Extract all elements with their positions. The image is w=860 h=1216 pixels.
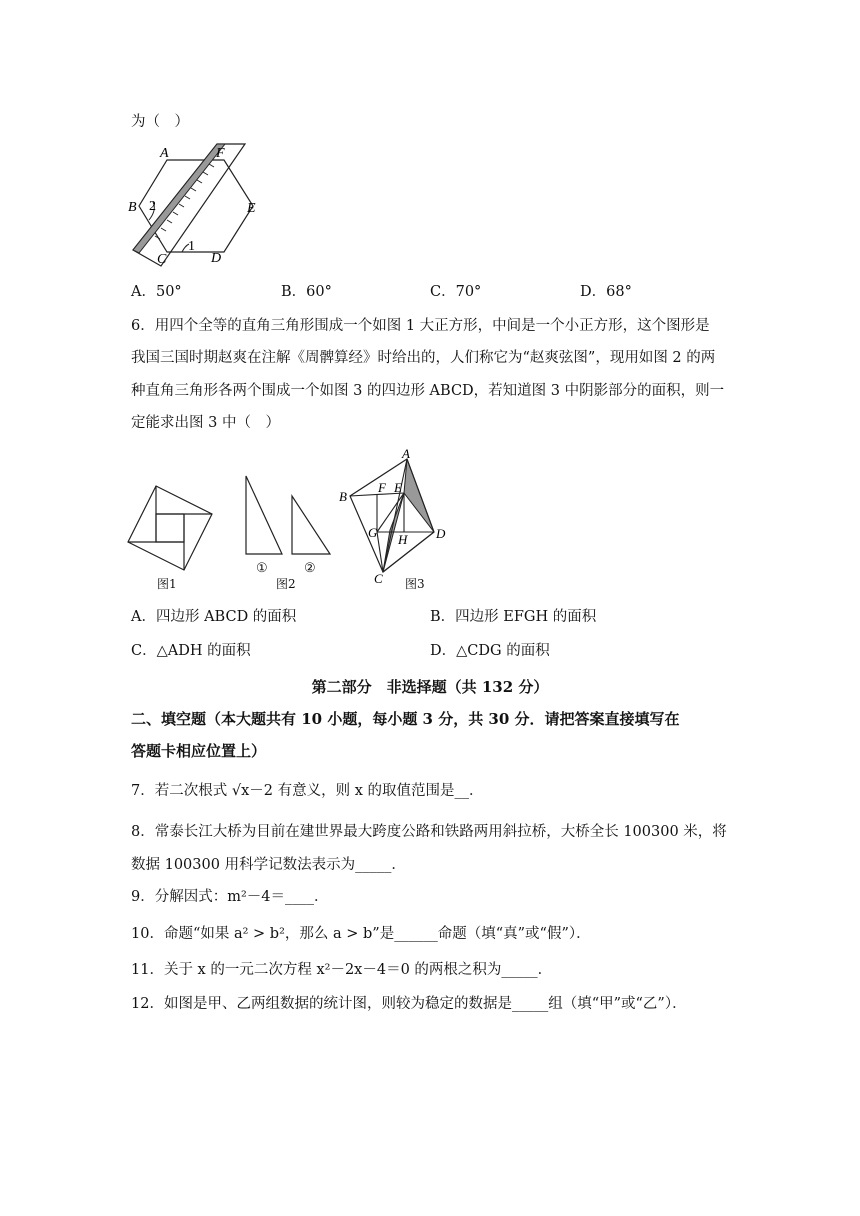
q7: 7．若二次根式 √x－2 有意义，则 x 的取值范围是__． bbox=[131, 783, 484, 799]
q6-line-1: 6．用四个全等的直角三角形围成一个如图 1 大正方形，中间是一个小正方形，这个图形是 bbox=[131, 318, 710, 334]
q6-option-b: B．四边形 EFGH 的面积 bbox=[430, 609, 597, 625]
q11: 11．关于 x 的一元二次方程 x²－2x－4＝0 的两根之积为_____． bbox=[131, 962, 553, 978]
q6-option-c: C．△ADH 的面积 bbox=[131, 643, 251, 659]
q5-angle-2: 2 bbox=[149, 199, 156, 214]
section-2-heading-line-2: 答题卡相应位置上） bbox=[131, 742, 267, 760]
q6-figure-2-caption: 图2 bbox=[276, 577, 296, 591]
q12: 12．如图是甲、乙两组数据的统计图，则较为稳定的数据是_____组（填“甲”或“乙”）． bbox=[131, 996, 687, 1012]
section-2-heading-line-1: 二、填空题（本大题共有 10 小题，每小题 3 分，共 30 分．请把答案直接填写在 bbox=[131, 710, 680, 728]
part-2-title: 第二部分 非选择题（共 132 分） bbox=[311, 678, 549, 696]
q6-line-3: 种直角三角形各两个围成一个如图 3 的四边形 ABCD，若知道图 3 中阴影部分的面积，则一 bbox=[131, 383, 725, 399]
q6-fig3-label-G: G bbox=[368, 525, 378, 540]
q5-option-d: D．68° bbox=[580, 284, 632, 300]
q8-line-2: 数据 100300 用科学记数法表示为_____． bbox=[131, 857, 406, 873]
q6-figure-2-circle-2: ② bbox=[304, 561, 316, 576]
q5-angle-1: 1 bbox=[188, 239, 195, 254]
q5-label-E: E bbox=[247, 201, 256, 216]
q8-line-1: 8．常泰长江大桥为目前在建世界最大跨度公路和铁路两用斜拉桥，大桥全长 100300 米，将 bbox=[131, 824, 727, 840]
q6-figure-3-caption: 图3 bbox=[405, 577, 425, 591]
q6-fig3-label-D: D bbox=[436, 526, 446, 541]
q5-option-a: A．50° bbox=[131, 284, 182, 300]
q5-figure bbox=[127, 140, 277, 270]
q5-option-b: B．60° bbox=[281, 284, 332, 300]
q5-tail: 为（ ） bbox=[131, 114, 189, 130]
q5-label-D: D bbox=[211, 251, 222, 266]
q6-fig3-label-F: F bbox=[378, 480, 386, 495]
q6-fig3-label-E: E bbox=[394, 480, 402, 495]
q6-fig3-label-A: A bbox=[402, 446, 410, 461]
q6-line-4: 定能求出图 3 中（ ） bbox=[131, 415, 280, 431]
q6-option-a: A．四边形 ABCD 的面积 bbox=[131, 609, 297, 625]
q6-line-2: 我国三国时期赵爽在注解《周髀算经》时给出的，人们称它为“赵爽弦图”，现用如图 2 的两 bbox=[131, 350, 716, 366]
q6-figure-1-caption: 图1 bbox=[157, 577, 177, 591]
q9: 9．分解因式：m²－4＝____． bbox=[131, 889, 329, 905]
q5-label-A: A bbox=[160, 146, 169, 161]
q6-figure-2 bbox=[240, 474, 340, 564]
q5-option-c: C．70° bbox=[430, 284, 482, 300]
q6-option-d: D．△CDG 的面积 bbox=[430, 643, 550, 659]
q5-label-B: B bbox=[128, 200, 137, 215]
q5-label-C: C bbox=[157, 252, 167, 267]
q6-fig3-label-B: B bbox=[339, 489, 347, 504]
q6-figure-1 bbox=[128, 486, 218, 576]
q6-figure-2-circle-1: ① bbox=[256, 561, 268, 576]
q6-figure-3 bbox=[337, 446, 447, 586]
q6-fig3-label-C: C bbox=[374, 571, 383, 586]
q5-label-F: F bbox=[216, 146, 225, 161]
q10: 10．命题“如果 a² > b²，那么 a > b”是______命题（填“真”或“假”）． bbox=[131, 926, 591, 942]
q6-fig3-label-H: H bbox=[398, 532, 408, 547]
